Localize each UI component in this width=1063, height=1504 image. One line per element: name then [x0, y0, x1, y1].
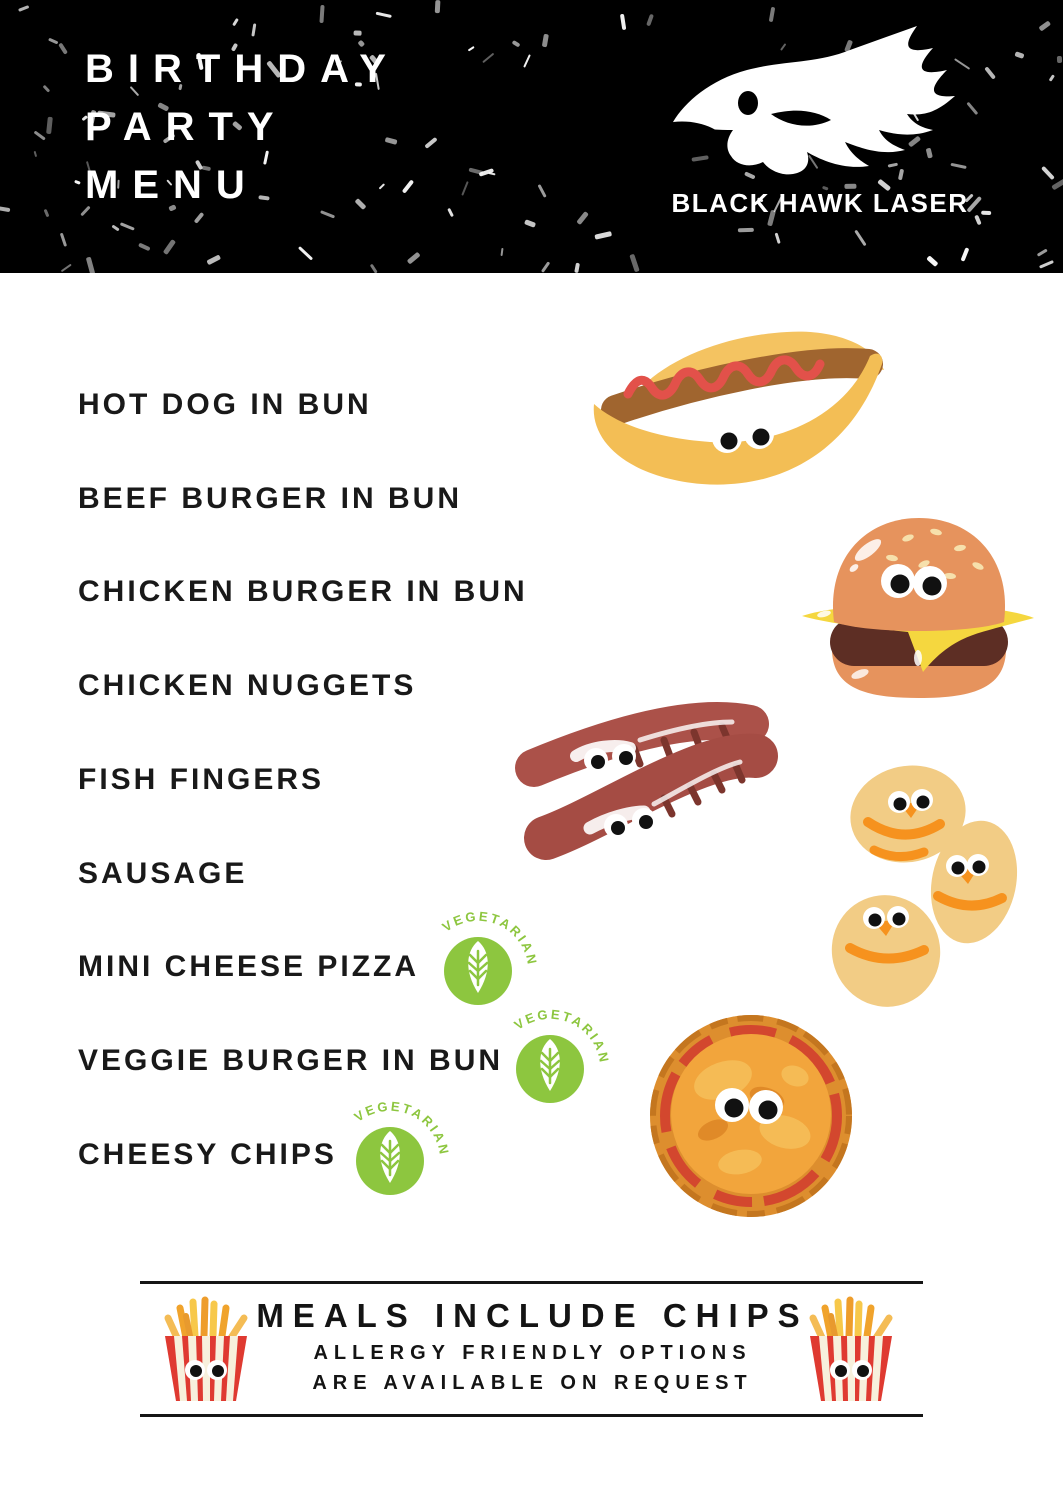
menu-item-label: FISH FINGERS: [78, 763, 325, 796]
vegetarian-badge-veggie-burger: [500, 999, 620, 1119]
menu-item-hot-dog-in-bun: [78, 385, 372, 425]
menu-item-label: HOT DOG IN BUN: [78, 388, 372, 421]
menu-item-label: SAUSAGE: [78, 857, 248, 890]
title-line-3: MENU: [85, 163, 259, 207]
sausages-illustration: [512, 690, 762, 870]
vegetarian-badge-cheesy-chips: [340, 1091, 460, 1211]
menu-item-label: CHICKEN NUGGETS: [78, 669, 417, 702]
footer-note-line-2: ARE AVAILABLE ON REQUEST: [312, 1372, 753, 1394]
menu-item-label: CHICKEN BURGER IN BUN: [78, 575, 528, 608]
menu-item-chicken-burger-in-bun: [78, 572, 528, 612]
menu-item-sausage: [78, 854, 247, 894]
vegetarian-badge-arc-text: VEGETARIAN: [439, 908, 541, 968]
menu-item-fish-fingers: [78, 760, 324, 800]
title-line-1: BIRTHDAY: [85, 47, 400, 91]
menu-item-label: MINI CHEESE PIZZA: [78, 950, 420, 983]
footer-top-rule: [140, 1281, 923, 1284]
chips-box-illustration-left: [156, 1294, 256, 1406]
vegetarian-badge-arc-text: VEGETARIAN: [511, 1006, 613, 1066]
eagle-head-logo-icon: [655, 18, 975, 193]
footer-note-line-1: ALLERGY FRIENDLY OPTIONS: [313, 1342, 752, 1364]
menu-item-veggie-burger-in-bun: [78, 1041, 503, 1081]
footer-bottom-rule: [140, 1414, 923, 1417]
menu-item-chicken-nuggets: [78, 666, 416, 706]
menu-item-label: BEEF BURGER IN BUN: [78, 482, 463, 515]
menu-item-label: VEGGIE BURGER IN BUN: [78, 1044, 504, 1077]
menu-item-beef-burger-in-bun: [78, 479, 462, 519]
mini-cheese-pizza-illustration: [645, 1010, 857, 1222]
vegetarian-badge-arc-text: VEGETARIAN: [351, 1098, 453, 1158]
cheeseburger-illustration: [790, 506, 1040, 702]
menu-item-label: CHEESY CHIPS: [78, 1138, 337, 1171]
hot-dog-illustration: [582, 318, 917, 508]
chips-box-illustration-right: [801, 1294, 901, 1406]
footer-heading: MEALS INCLUDE CHIPS: [256, 1297, 809, 1334]
menu-item-mini-cheese-pizza: [78, 947, 419, 987]
menu-item-cheesy-chips: [78, 1135, 337, 1175]
header: [0, 0, 1063, 273]
brand-name: BLACK HAWK LASER: [671, 188, 969, 218]
page-title: [85, 40, 400, 214]
chicken-nuggets-illustration: [838, 758, 1038, 1010]
title-line-2: PARTY: [85, 105, 288, 149]
